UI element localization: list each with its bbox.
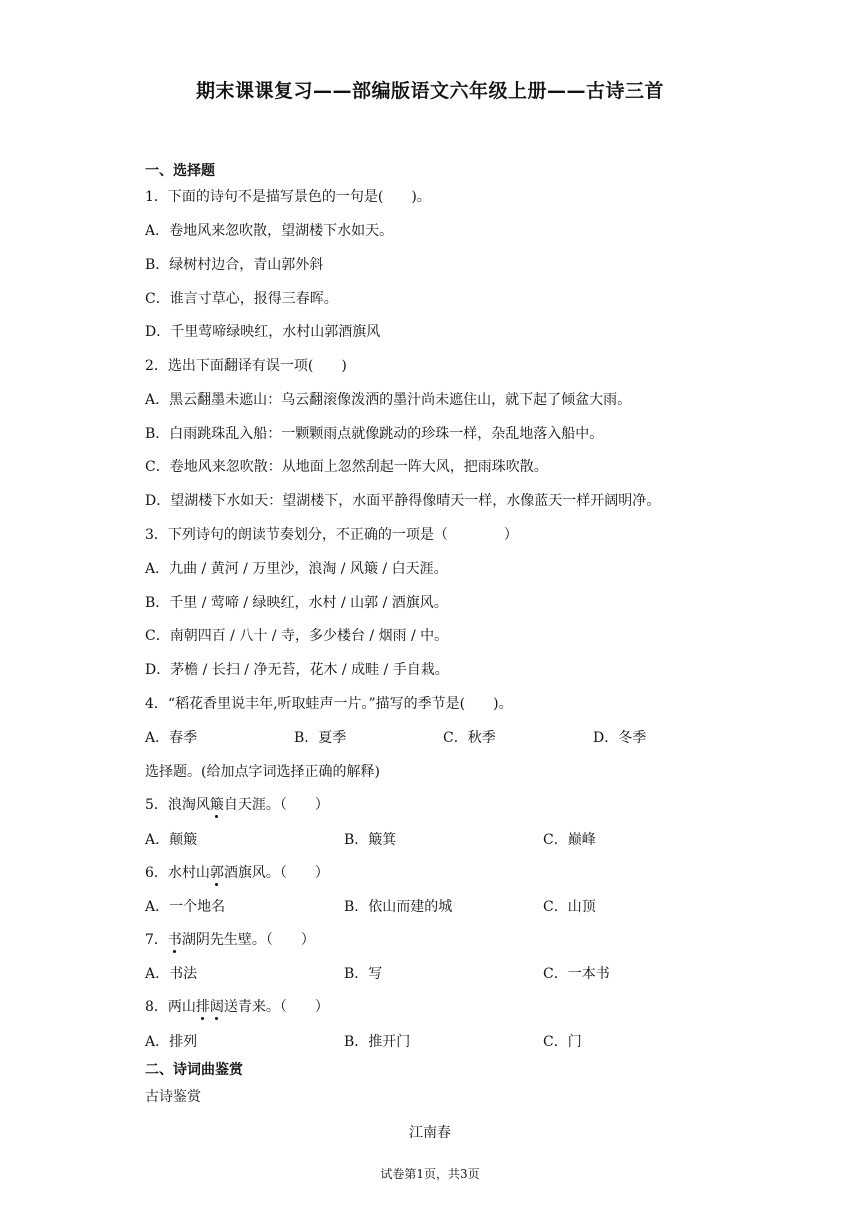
question-2-option-b[interactable]: B．白雨跳珠乱入船：一颗颗雨点就像跳动的珍珠一样，杂乱地落入船中。: [145, 426, 604, 442]
question-4-stem: 4．“稻花香里说丰年,听取蛙声一片。”描写的季节是( )。: [145, 696, 513, 712]
question-6-pre: 6．水村山: [145, 865, 210, 881]
question-4-option-a[interactable]: A．春季: [145, 730, 198, 746]
question-7-pre: 7．: [145, 932, 168, 948]
section-heading-poetry: 二、诗词曲鉴赏: [145, 1062, 243, 1078]
question-1-option-d[interactable]: D．千里莺啼绿映红，水村山郭酒旗风: [145, 324, 381, 340]
page-title: 期末课课复习——部编版语文六年级上册——古诗三首: [195, 80, 664, 102]
question-5-pre: 5．浪淘风: [145, 797, 210, 813]
question-6-option-a[interactable]: A．一个地名: [145, 899, 226, 915]
question-4-option-d[interactable]: D．冬季: [593, 730, 647, 746]
question-3-option-a[interactable]: A．九曲 / 黄河 / 万里沙，浪淘 / 风簸 / 白天涯。: [145, 561, 448, 577]
question-8-option-b[interactable]: B．推开门: [344, 1034, 411, 1050]
question-1-option-a[interactable]: A．卷地风来忽吹散，望湖楼下水如天。: [145, 223, 394, 239]
question-5-option-a[interactable]: A．颠簸: [145, 832, 198, 848]
question-1-option-b[interactable]: B．绿树村边合，青山郭外斜: [145, 257, 324, 273]
question-7-dotted-char: 书: [168, 929, 182, 949]
question-2-option-d[interactable]: D．望湖楼下水如天：望湖楼下，水面平静得像晴天一样，水像蓝天一样开阔明净。: [145, 493, 661, 509]
poem-title: 江南春: [409, 1125, 451, 1141]
question-3-stem: 3．下列诗句的朗读节奏划分，不正确的一项是（ ）: [145, 527, 518, 543]
question-8-option-c[interactable]: C．门: [543, 1034, 582, 1050]
question-8-pre: 8．两山: [145, 999, 196, 1015]
question-6-dotted-char: 郭: [210, 862, 224, 882]
question-6-post: 酒旗风。（ ）: [223, 865, 329, 881]
question-1-stem: 1．下面的诗句不是描写景色的一句是( )。: [145, 189, 431, 205]
question-7-stem: [145, 929, 315, 949]
question-3-option-c[interactable]: C．南朝四百 / 八十 / 寺，多少楼台 / 烟雨 / 中。: [145, 628, 449, 644]
question-2-stem: 2．选出下面翻译有误一项( ): [145, 358, 347, 374]
question-2-option-c[interactable]: C．卷地风来忽吹散：从地面上忽然刮起一阵大风，把雨珠吹散。: [145, 459, 548, 475]
question-7-post: 湖阴先生壁。（ ）: [181, 932, 315, 948]
question-8-stem: [145, 996, 329, 1016]
question-4-option-c[interactable]: C．秋季: [443, 730, 496, 746]
subheading-dotted-words: 选择题。(给加点字词选择正确的解释): [145, 764, 380, 780]
question-5-post: 自天涯。（ ）: [223, 797, 329, 813]
question-3-option-d[interactable]: D．茅檐 / 长扫 / 净无苔，花木 / 成畦 / 手自栽。: [145, 662, 449, 678]
question-8-dotted-char-1: 排: [196, 996, 210, 1016]
question-5-dotted-char: 簸: [210, 794, 224, 814]
question-5-option-c[interactable]: C．巅峰: [543, 832, 596, 848]
question-6-option-b[interactable]: B．依山而建的城: [344, 899, 453, 915]
question-7-option-c[interactable]: C．一本书: [543, 966, 610, 982]
question-1-option-c[interactable]: C．谁言寸草心，报得三春晖。: [145, 291, 338, 307]
section-heading-choice: 一、选择题: [145, 163, 215, 179]
question-6-stem: [145, 862, 329, 882]
page-footer: 试卷第1页，共3页: [380, 1167, 480, 1181]
question-5-stem: [145, 794, 329, 814]
question-8-post: 送青来。（ ）: [223, 999, 329, 1015]
subheading-poem-appreciation: 古诗鉴赏: [145, 1089, 201, 1105]
question-4-option-b[interactable]: B．夏季: [294, 730, 347, 746]
question-8-option-a[interactable]: A．排列: [145, 1034, 198, 1050]
question-7-option-a[interactable]: A．书法: [145, 966, 198, 982]
question-8-dotted-char-2: 闼: [210, 996, 224, 1016]
question-3-option-b[interactable]: B．千里 / 莺啼 / 绿映红，水村 / 山郭 / 酒旗风。: [145, 595, 448, 611]
question-5-option-b[interactable]: B．簸箕: [344, 832, 397, 848]
question-2-option-a[interactable]: A．黑云翻墨未遮山：乌云翻滚像泼洒的墨汁尚未遮住山，就下起了倾盆大雨。: [145, 392, 632, 408]
question-6-option-c[interactable]: C．山顶: [543, 899, 596, 915]
question-7-option-b[interactable]: B．写: [344, 966, 383, 982]
